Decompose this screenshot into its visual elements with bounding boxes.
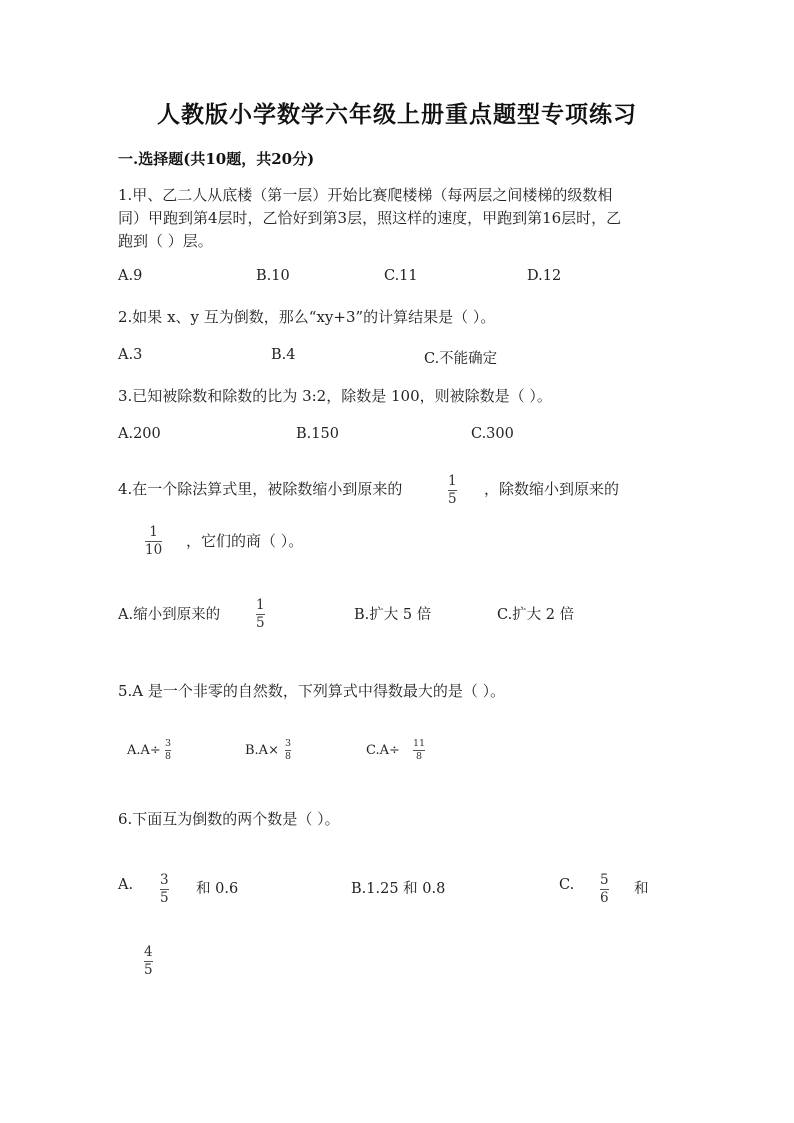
- question-4-option-c[interactable]: C.扩大 2 倍: [497, 607, 575, 623]
- fraction-numerator: 11: [413, 738, 426, 749]
- question-6-text: 6.下面互为倒数的两个数是（ ）。: [118, 810, 340, 828]
- question-5-text: 5.A 是一个非零的自然数，下列算式中得数最大的是（ ）。: [118, 682, 506, 700]
- question-1-line-3: 跑到（ ）层。: [118, 232, 213, 250]
- question-4-option-a[interactable]: A.缩小到原来的: [118, 607, 221, 623]
- question-4-option-a-fraction: [256, 598, 265, 631]
- question-6-option-c-fraction-2: [144, 945, 153, 978]
- question-2-option-c[interactable]: C.不能确定: [424, 351, 498, 367]
- question-6-option-c-label[interactable]: C.: [559, 877, 575, 893]
- question-6-option-a-tail: 和 0.6: [196, 881, 239, 897]
- fraction-denominator: 8: [416, 751, 423, 762]
- question-5-option-b-fraction: [285, 739, 291, 762]
- question-6-option-a-fraction: [160, 873, 169, 906]
- question-4-part-3: ，它们的商（ ）。: [186, 532, 304, 550]
- fraction-denominator: 6: [600, 890, 609, 906]
- page-title: 人教版小学数学六年级上册重点题型专项练习: [157, 101, 637, 128]
- question-5-option-b[interactable]: B.A×: [245, 743, 279, 758]
- fraction-denominator: 5: [144, 962, 153, 978]
- question-2-option-b[interactable]: B.4: [271, 347, 296, 363]
- question-5-option-c[interactable]: C.A÷: [366, 743, 400, 758]
- question-4-part-2: ，除数缩小到原来的: [484, 480, 620, 498]
- question-5-option-c-fraction: [413, 739, 425, 762]
- fraction-numerator: 1: [448, 473, 457, 489]
- question-3-option-a[interactable]: A.200: [118, 426, 161, 442]
- question-3-option-c[interactable]: C.300: [471, 426, 514, 442]
- fraction-denominator: 5: [160, 890, 169, 906]
- question-1-option-a[interactable]: A.9: [118, 268, 143, 284]
- question-4-fraction-1: [448, 474, 457, 507]
- question-1-line-2: 同）甲跑到第4层时，乙恰好到第3层，照这样的速度，甲跑到第16层时，乙: [118, 209, 622, 227]
- fraction-numerator: 3: [165, 738, 172, 749]
- fraction-numerator: 1: [149, 524, 158, 540]
- question-1-option-d[interactable]: D.12: [527, 268, 562, 284]
- question-4-fraction-2: [145, 525, 162, 558]
- question-4-part-1: 4.在一个除法算式里，被除数缩小到原来的: [118, 480, 403, 498]
- question-1-option-b[interactable]: B.10: [256, 268, 290, 284]
- fraction-numerator: 3: [160, 872, 169, 888]
- question-3-text: 3.已知被除数和除数的比为 3:2，除数是 100，则被除数是（ ）。: [118, 387, 552, 405]
- fraction-denominator: 10: [145, 542, 163, 558]
- question-5-option-a-fraction: [165, 739, 171, 762]
- question-6-option-b[interactable]: B.1.25 和 0.8: [351, 881, 446, 897]
- question-6-option-a-label[interactable]: A.: [118, 877, 134, 893]
- fraction-numerator: 4: [144, 944, 153, 960]
- question-5-option-a[interactable]: A.A÷: [127, 743, 161, 758]
- question-2-text: 2.如果 x、y 互为倒数，那么“xy+3”的计算结果是（ ）。: [118, 308, 496, 326]
- question-4-option-b[interactable]: B.扩大 5 倍: [354, 607, 432, 623]
- question-3-option-b[interactable]: B.150: [296, 426, 339, 442]
- fraction-denominator: 8: [285, 751, 292, 762]
- question-6-option-c-fraction: [600, 873, 609, 906]
- fraction-numerator: 5: [600, 872, 609, 888]
- question-6-option-c-tail: 和: [634, 881, 649, 897]
- question-1-line-1: 1.甲、乙二人从底楼（第一层）开始比赛爬楼梯（每两层之间楼梯的级数相: [118, 186, 613, 204]
- fraction-denominator: 5: [448, 491, 457, 507]
- fraction-numerator: 3: [285, 738, 292, 749]
- fraction-numerator: 1: [256, 597, 265, 613]
- section-heading: 一.选择题(共10题，共20分): [118, 150, 315, 168]
- fraction-denominator: 5: [256, 615, 265, 631]
- question-1-option-c[interactable]: C.11: [384, 268, 418, 284]
- question-2-option-a[interactable]: A.3: [118, 347, 143, 363]
- fraction-denominator: 8: [165, 751, 172, 762]
